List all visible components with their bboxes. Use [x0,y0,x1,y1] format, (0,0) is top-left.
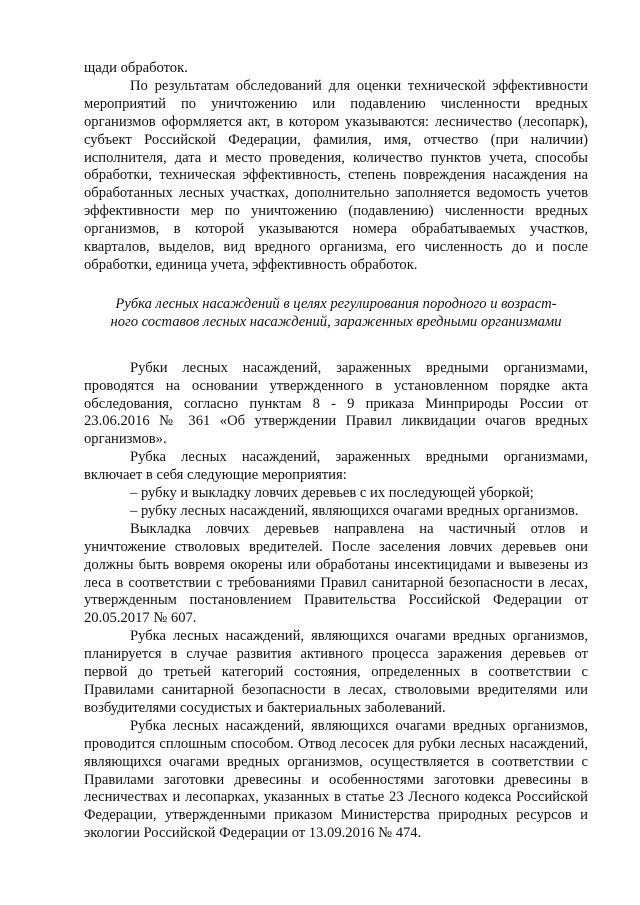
paragraph-felling-measures: Рубка лесных насаждений, зараженных вредными организмами, включает в себя следующие мероприятия: [84,449,588,484]
paragraph-trap-trees: Выкладка ловчих деревьев направлена на частичный отлов и уничтожение стволовых вредителей. После заселения ловчих деревьев они должны быть вовремя окорены или обработаны инсектицидами и вывезены из леса в соответствии с требованиями Правил санитарной безопасности в лесах, утвержденным постановлением Правительства Российской Федерации от 20.05.2017 № 607. [84,520,588,627]
section-heading-line-1: Рубка лесных насаждений в целях регулирования породного и возраст- [115,295,557,312]
list-item-trap-trees: – рубку и выкладку ловчих деревьев с их последующей уборкой; [130,485,534,502]
list-item-outbreak-felling: – рубку лесных насаждений, являющихся очагами вредных организмов. [130,502,579,519]
paragraph-felling-basis: Рубки лесных насаждений, зараженных вредными организмами, проводятся на основании утвержденного в установленном порядке акта обследования, согласно пунктам 8 - 9 приказа Минприроды России от 23.06.2016 № 361 «Об утверждении Правил ликвидации очагов вредных организмов». [84,359,588,448]
section-heading-line-2: ного составов лесных насаждений, зараженных вредными организмами [110,313,562,330]
paragraph-continuation: щади обработок. [84,60,188,76]
paragraph-clear-cutting: Рубка лесных насаждений, являющихся очагами вредных организмов, проводится сплошным способом. Отвод лесосек для рубки лесных насаждений, являющихся очагами вредных организмов, осуществляется в соответствии с Правилами заготовки древесины и особенностями заготовки древесины в лесничествах и лесопарках, указанных в статье 23 Лесного кодекса Российской Федерации, утвержденными приказом Министерства природных ресурсов и экологии Российской Федерации от 13.09.2016 № 474. [84,717,588,842]
paragraph-outbreak-planning: Рубка лесных насаждений, являющихся очагами вредных организмов, планируется в случае развития активного процесса заражения деревьев от первой до третьей категорий состояния, определенных в соответствии с Правилами санитарной безопасности в лесах, стволовыми вредителями или возбудителями сосудистых и бактериальных заболеваний. [84,628,588,716]
paragraph-survey-act: По результатам обследований для оценки технической эффективности мероприятий по уничтожению или подавлению численности вредных организмов оформляется акт, в котором указываются: лесничество (лесопарк), субъект Российской Федерации, фамилия, имя, отчество (при наличии) исполнителя, дата и место проведения, количество пунктов учета, способы обработки, техническая эффективность, степень повреждения насаждения на обработанных лесных участках, дополнительно заполняется ведомость учетов эффективности мер по уничтожению (подавлению) численности вредных организмов, в которой указываются номера обрабатываемых участков, кварталов, выделов, вид вредного организма, его численность до и после обработки, единица учета, эффективность обработок. [84,77,588,273]
section-heading [84,296,588,332]
